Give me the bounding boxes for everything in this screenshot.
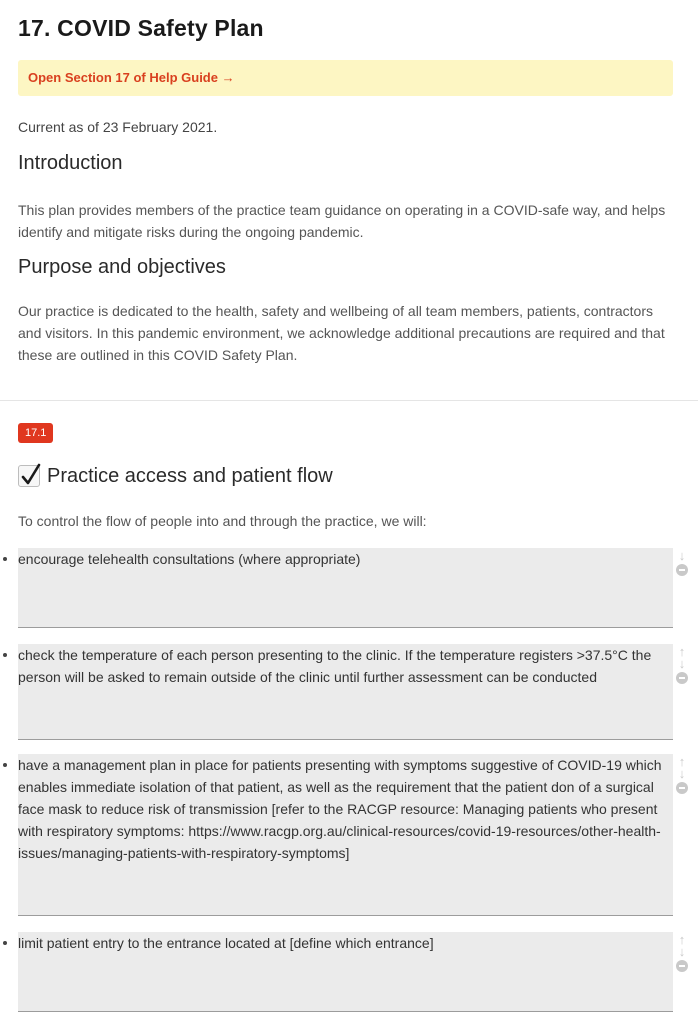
minus-circle-icon[interactable]	[676, 672, 688, 684]
purpose-heading: Purpose and objectives	[18, 256, 226, 278]
item-textarea[interactable]	[18, 754, 673, 916]
arrow-down-icon[interactable]: ↓	[678, 548, 686, 563]
help-guide-link[interactable]: Open Section 17 of Help Guide →	[28, 70, 235, 85]
item-text: have a management plan in place for patients presenting with symptoms suggestive of COVID-19 which enables immediate isolation of that patient, as well as the requirement that the patient don of a surgical face mask to reduce risk of transmission [refer to the RACGP resource: Managing patients who present with respiratory symptoms: https://www.racgp.org.au/clinical-resources/covid-19-resources/other-health-issues/managing-patients-with-respiratory-symptoms]	[18, 757, 662, 861]
section-number-badge: 17.1	[18, 423, 53, 443]
introduction-text: This plan provides members of the practice team guidance on operating in a COVID-safe way, and helps identify and mitigate risks during the ongoing pandemic.	[18, 202, 666, 240]
minus-circle-icon[interactable]	[676, 564, 688, 576]
section-title: Practice access and patient flow	[47, 464, 333, 487]
arrow-up-icon[interactable]: ↑	[678, 644, 686, 659]
bullet	[3, 653, 7, 657]
page-title: 17. COVID Safety Plan	[18, 15, 264, 41]
item-textarea[interactable]	[18, 548, 673, 628]
arrow-up-icon[interactable]: ↑	[678, 932, 686, 947]
item-controls	[674, 756, 690, 794]
introduction-heading: Introduction	[18, 152, 123, 174]
section-checkbox[interactable]	[18, 465, 40, 487]
arrow-down-icon[interactable]: ↓	[678, 944, 686, 959]
item-text: check the temperature of each person presenting to the clinic. If the temperature registers >37.5°C the person will be asked to remain outside of the clinic until further assessment can be conducted	[18, 647, 652, 685]
arrow-down-icon[interactable]: ↓	[678, 766, 686, 781]
section-header	[18, 462, 333, 490]
check-icon	[20, 462, 42, 488]
section-intro: To control the flow of people into and through the practice, we will:	[18, 513, 427, 529]
current-as-of-text: Current as of 23 February 2021.	[18, 119, 218, 135]
item-controls	[674, 934, 690, 972]
purpose-text: Our practice is dedicated to the health, safety and wellbeing of all team members, patients, contractors and visitors. In this pandemic environment, we acknowledge additional precautions are required and that these are outlined in this COVID Safety Plan.	[18, 303, 665, 363]
item-text: encourage telehealth consultations (where appropriate)	[18, 551, 361, 567]
item-textarea[interactable]	[18, 644, 673, 740]
arrow-down-icon[interactable]: ↓	[678, 656, 686, 671]
section-divider	[0, 400, 698, 401]
minus-circle-icon[interactable]	[676, 782, 688, 794]
item-textarea[interactable]	[18, 932, 673, 1012]
item-controls	[674, 646, 690, 684]
item-text: limit patient entry to the entrance located at [define which entrance]	[18, 935, 434, 951]
help-banner	[18, 60, 673, 96]
bullet	[3, 941, 7, 945]
minus-circle-icon[interactable]	[676, 960, 688, 972]
arrow-up-icon[interactable]: ↑	[678, 754, 686, 769]
item-controls	[674, 550, 690, 576]
bullet	[3, 557, 7, 561]
bullet	[3, 763, 7, 767]
